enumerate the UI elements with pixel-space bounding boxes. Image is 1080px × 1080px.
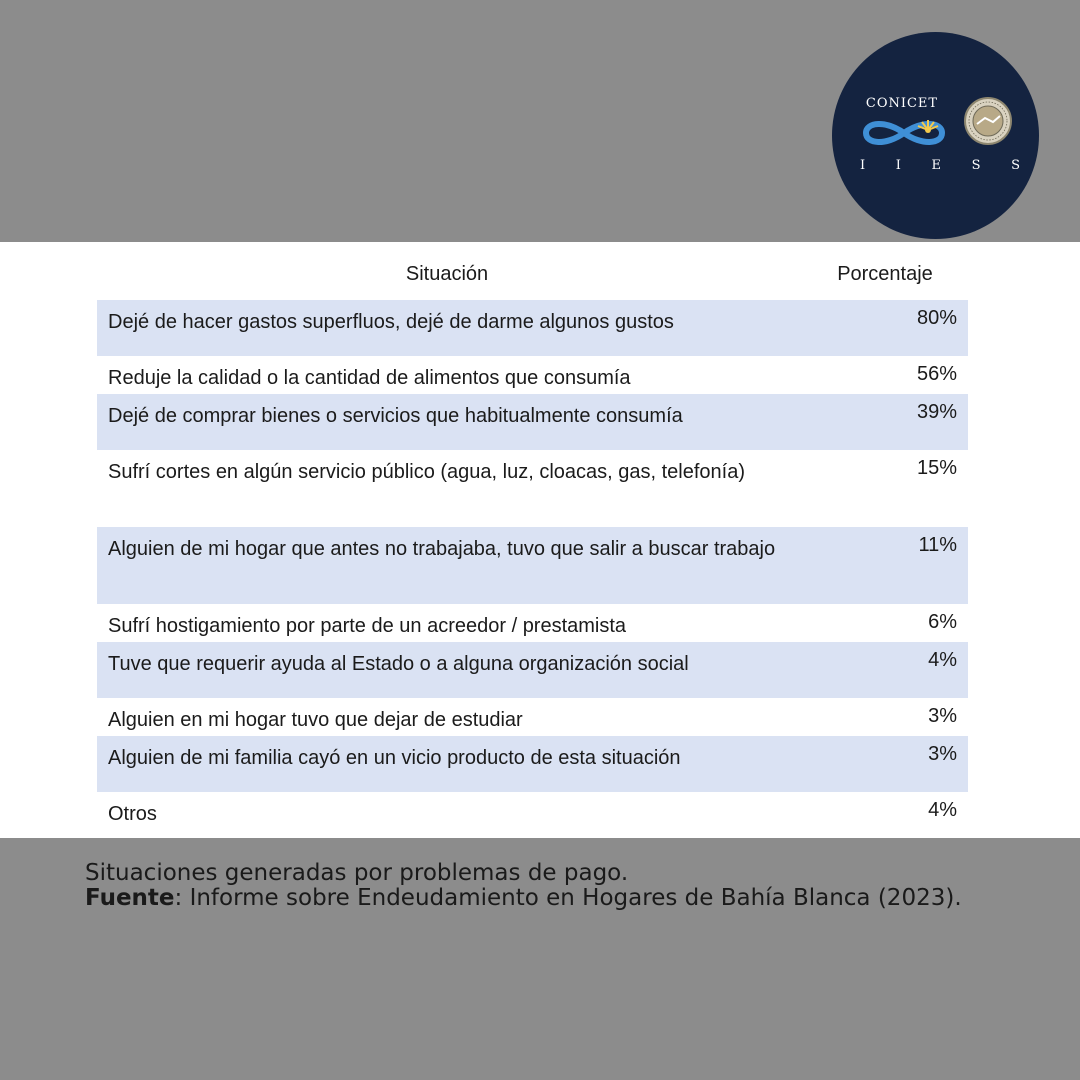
logo-letter: S [1011,158,1020,173]
table-row [97,792,968,832]
percentage-cell: 39% [916,401,957,423]
conicet-iiess-logo [832,32,1039,239]
table-row [97,642,968,698]
situation-cell: Alguien en mi hogar tuvo que dejar de estudiar [108,709,523,731]
logo-letter: E [931,158,941,173]
table-row [97,604,968,642]
logo-subtitle [860,158,1020,173]
logo-letter: I [895,158,901,173]
situation-cell: Alguien de mi hogar que antes no trabajaba, tuvo que salir a buscar trabajo [108,538,776,560]
caption-title: Situaciones generadas por problemas de pago. [85,860,629,886]
situation-cell: Otros [108,803,157,825]
header-percentage: Porcentaje [837,263,933,285]
percentage-cell: 4% [928,799,957,821]
table-row [97,356,968,394]
logo-letter: I [860,158,866,173]
header-situation: Situación [405,263,489,285]
situation-cell: Dejé de comprar bienes o servicios que habitualmente consumía [108,405,683,427]
table-row [97,527,968,604]
percentage-cell: 3% [928,705,957,727]
logo-title: CONICET [865,96,939,111]
percentage-cell: 15% [916,457,957,479]
percentage-cell: 56% [916,363,957,385]
iiess-seal-icon [963,96,1013,146]
table-row [97,300,968,356]
percentage-cell: 6% [928,611,957,633]
percentage-cell: 4% [928,649,957,671]
situation-cell: Reduje la calidad o la cantidad de alimentos que consumía [108,367,631,389]
situation-cell: Alguien de mi familia cayó en un vicio producto de esta situación [108,747,681,769]
source-text: : Informe sobre Endeudamiento en Hogares de Bahía Blanca (2023). [174,885,962,911]
situation-cell: Sufrí cortes en algún servicio público (agua, luz, cloacas, gas, telefonía) [108,461,746,483]
table-row [97,698,968,736]
percentage-cell: 11% [918,534,957,556]
situation-cell: Tuve que requerir ayuda al Estado o a alguna organización social [108,653,689,675]
percentage-cell: 3% [928,743,957,765]
table-row [97,450,968,527]
figure-caption [85,861,971,911]
source-label: Fuente [85,885,175,911]
percentage-cell: 80% [916,307,957,329]
table-panel [0,242,1080,838]
situations-table [97,242,968,832]
table-row [97,394,968,450]
situation-cell: Sufrí hostigamiento por parte de un acreedor / prestamista [108,615,627,637]
logo-letter: S [971,158,981,173]
caption-source [85,886,971,911]
infinity-icon [862,116,946,150]
situation-cell: Dejé de hacer gastos superfluos, dejé de darme algunos gustos [108,311,674,333]
table-header [97,242,968,300]
table-row [97,736,968,792]
